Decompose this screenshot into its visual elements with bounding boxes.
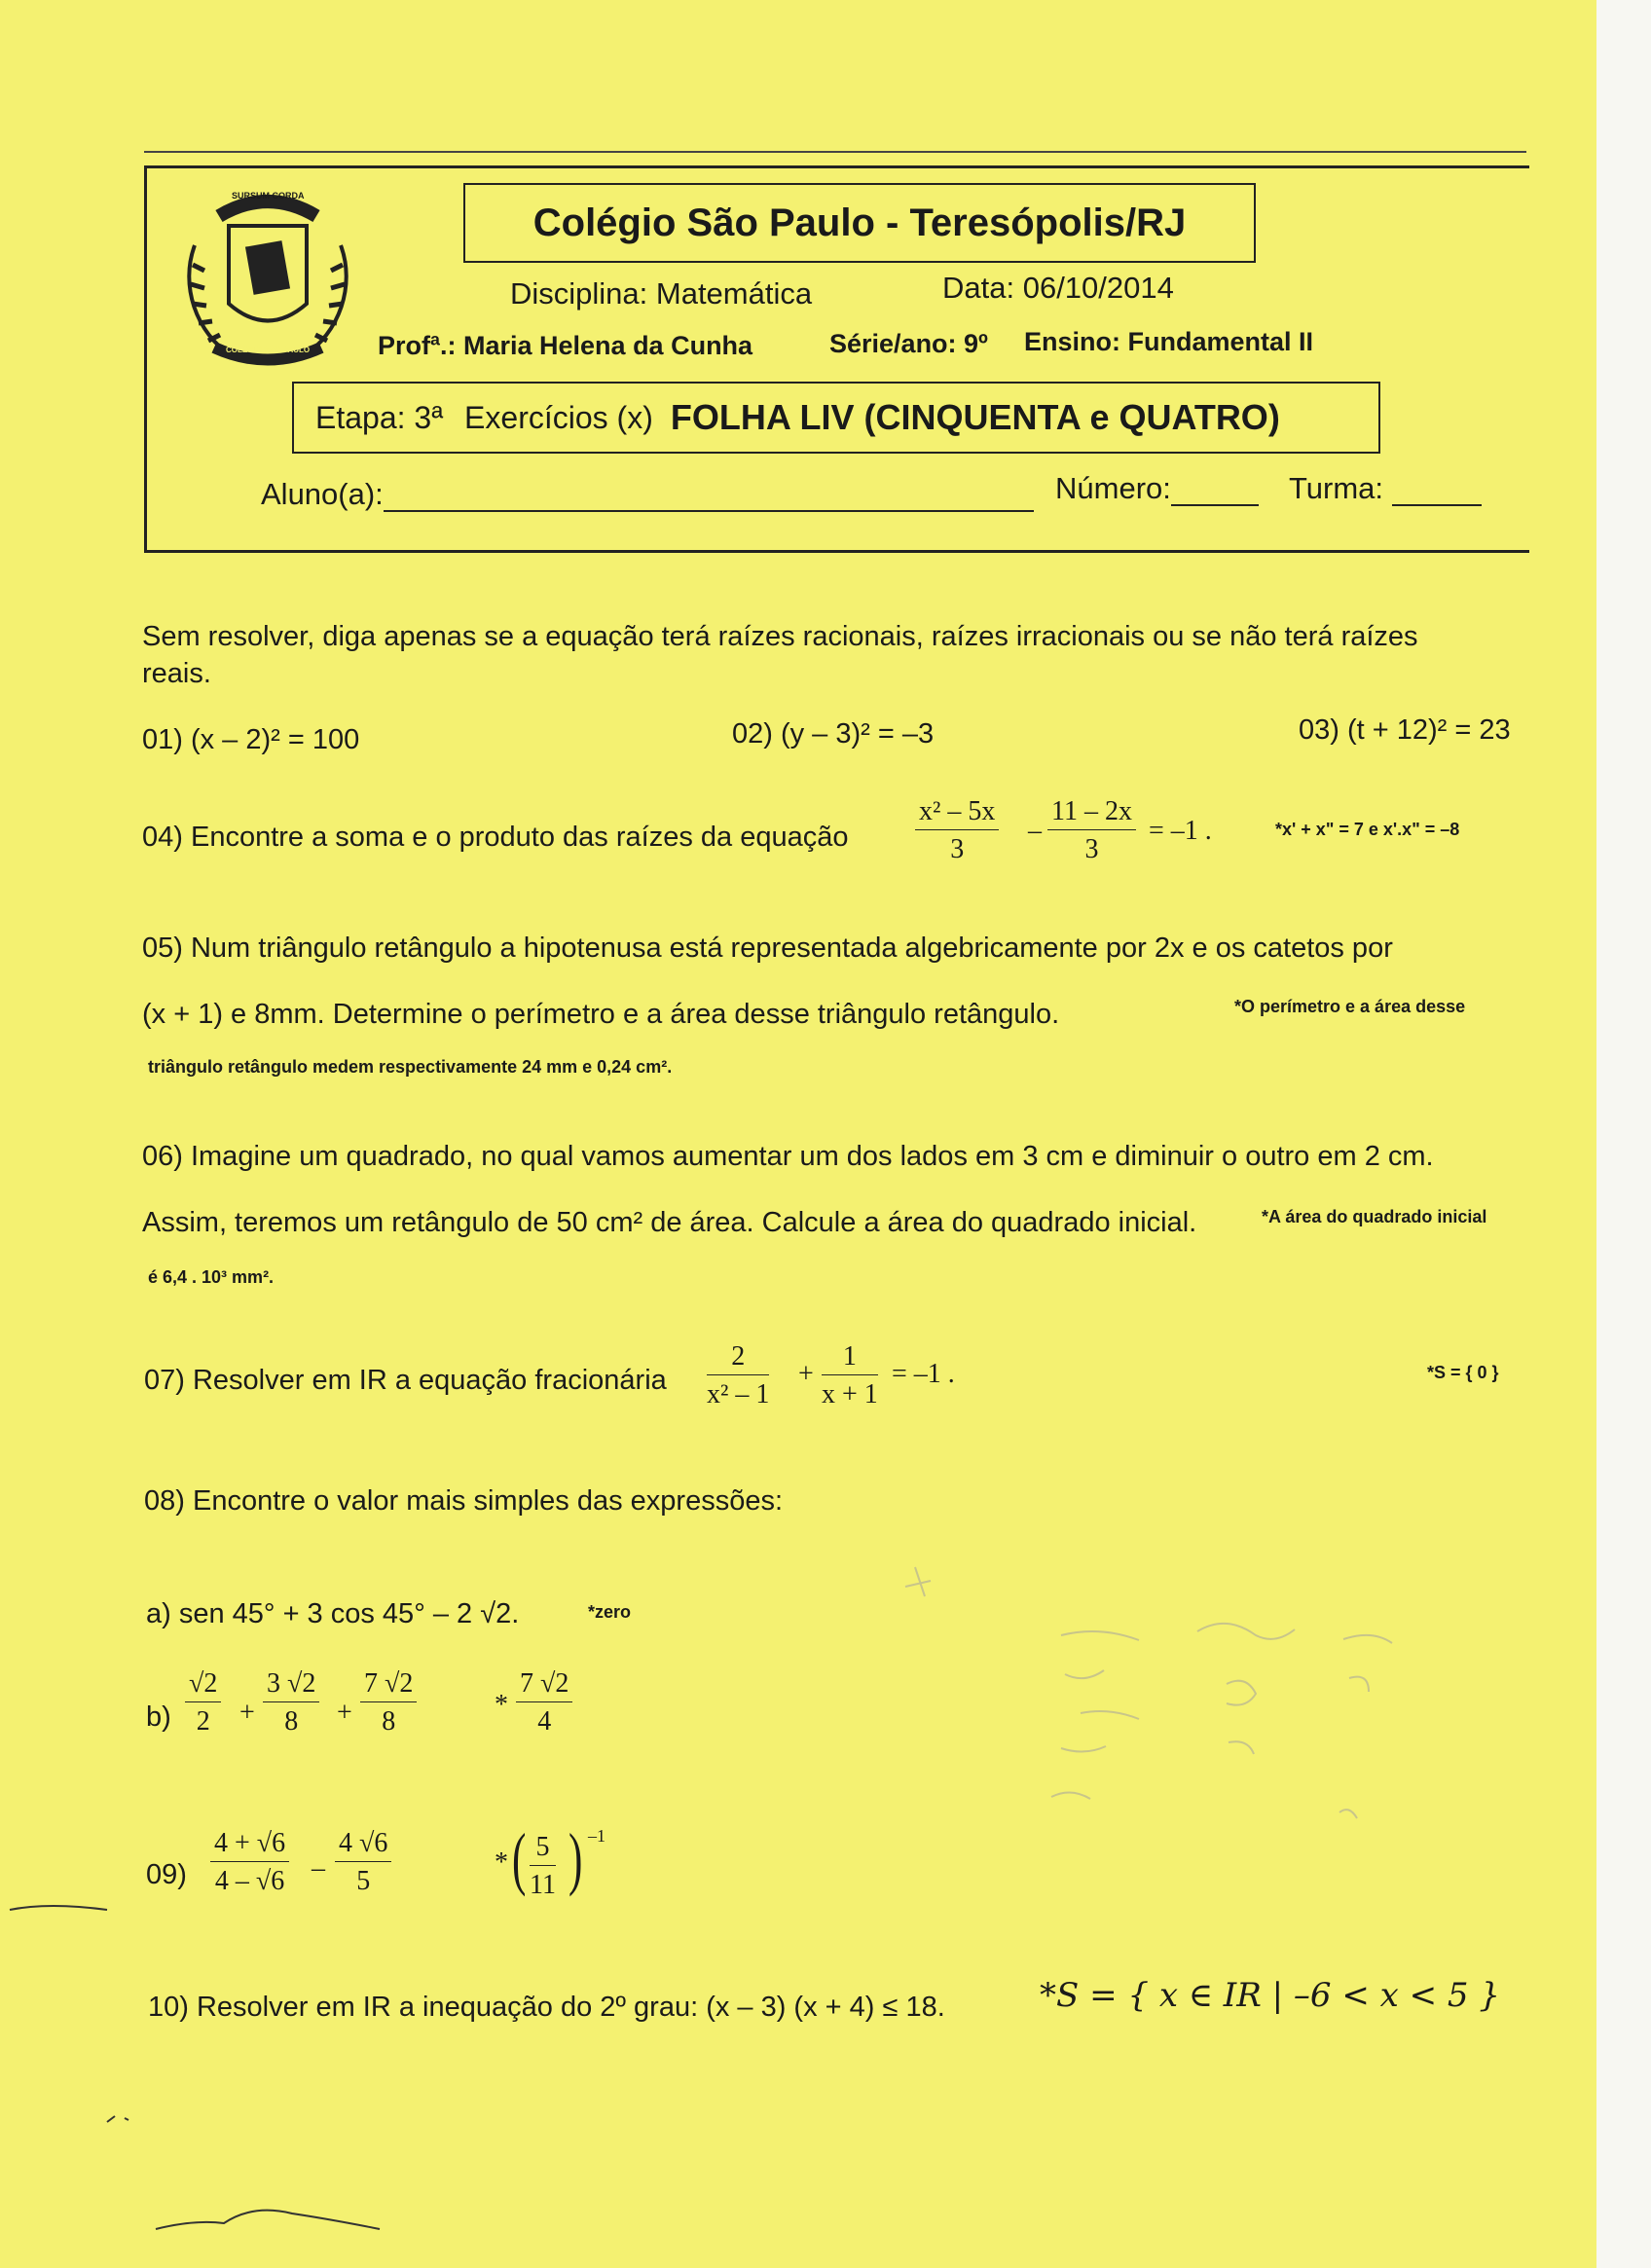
question-05-line-1: 05) Num triângulo retângulo a hipotenusa está representada algebricamente por 2x e os catetos por bbox=[142, 933, 1393, 964]
question-06-line-1: 06) Imagine um quadrado, no qual vamos aumentar um dos lados em 3 cm e diminuir o outro em 2 cm. bbox=[142, 1141, 1434, 1172]
q09-note-star: * bbox=[495, 1847, 508, 1878]
q09-paren-right: ) bbox=[569, 1819, 583, 1897]
q07-f1-numerator: 2 bbox=[707, 1341, 769, 1375]
q04-rhs: = –1 . bbox=[1149, 816, 1212, 846]
exercicios-label: Exercícios (x) bbox=[464, 399, 653, 435]
q09-paren-left: ( bbox=[512, 1819, 527, 1897]
q08-item-a: a) sen 45° + 3 cos 45° – 2 √2. bbox=[146, 1598, 520, 1629]
question-07-text: 07) Resolver em IR a equação fracionária bbox=[144, 1365, 667, 1396]
q08-b-f3-denominator: 8 bbox=[382, 1706, 396, 1737]
q04-answer-note: *x' + x" = 7 e x'.x" = –8 bbox=[1275, 820, 1460, 839]
folha-label: FOLHA LIV (CINQUENTA e QUATRO) bbox=[670, 397, 1280, 437]
intro-line-2: reais. bbox=[142, 658, 211, 689]
q05-note-2: triângulo retângulo medem respectivamente 24 mm e 0,24 cm². bbox=[148, 1057, 673, 1077]
etapa-label: Etapa: 3ª bbox=[315, 399, 444, 435]
q09-f2-denominator: 5 bbox=[356, 1866, 371, 1896]
question-10-text: 10) Resolver em IR a inequação do 2º grau: (x – 3) (x + 4) ≤ 18. bbox=[148, 1992, 945, 2023]
question-04-text: 04) Encontre a soma e o produto das raízes da equação bbox=[142, 822, 849, 853]
q04-f2-denominator: 3 bbox=[1084, 834, 1099, 864]
q08-b-f1-denominator: 2 bbox=[196, 1706, 210, 1737]
school-title: Colégio São Paulo - Teresópolis/RJ bbox=[532, 201, 1187, 244]
turma-label: Turma: bbox=[1289, 471, 1384, 505]
crest-motto: SURSUM CORDA bbox=[232, 191, 305, 201]
scanner-edge bbox=[1596, 0, 1651, 2268]
q07-rhs: = –1 . bbox=[892, 1359, 955, 1389]
q09-minus: – bbox=[312, 1853, 325, 1884]
q09-answer-exponent: –1 bbox=[588, 1826, 605, 1846]
q08-b-plus-2: + bbox=[337, 1698, 352, 1728]
question-08-text: 08) Encontre o valor mais simples das expressões: bbox=[144, 1485, 784, 1517]
q09-answer-numerator: 5 bbox=[530, 1832, 556, 1866]
q08-b-plus-1: + bbox=[239, 1698, 255, 1728]
question-09-label: 09) bbox=[146, 1859, 187, 1890]
date-label: Data: 06/10/2014 bbox=[942, 271, 1174, 305]
q06-note-2: é 6,4 . 10³ mm². bbox=[148, 1267, 275, 1287]
q07-f2-numerator: 1 bbox=[822, 1341, 878, 1375]
q10-handwritten-answer: *S = { x ∈ IR | –6 < x < 5 } bbox=[1040, 1976, 1500, 2015]
numero-label: Número: bbox=[1055, 471, 1171, 505]
intro-line-1: Sem resolver, diga apenas se a equação terá raízes racionais, raízes irracionais ou se não terá raízes bbox=[142, 621, 1418, 652]
aluno-label: Aluno(a): bbox=[261, 477, 384, 511]
q09-f2-numerator: 4 √6 bbox=[335, 1828, 391, 1862]
series-label: Série/ano: 9º bbox=[829, 329, 988, 358]
question-06-line-2: Assim, teremos um retângulo de 50 cm² de área. Calcule a área do quadrado inicial. bbox=[142, 1207, 1197, 1238]
q08-b-answer-numerator: 7 √2 bbox=[516, 1668, 572, 1702]
question-02: 02) (y – 3)² = –3 bbox=[732, 718, 935, 750]
q09-f1-numerator: 4 + √6 bbox=[210, 1828, 289, 1862]
question-03: 03) (t + 12)² = 23 bbox=[1299, 714, 1511, 746]
q08-b-note-star: * bbox=[495, 1690, 508, 1720]
q08-b-f3-numerator: 7 √2 bbox=[360, 1668, 417, 1702]
q07-f2-denominator: x + 1 bbox=[822, 1379, 878, 1409]
q08-b-f2-numerator: 3 √2 bbox=[263, 1668, 319, 1702]
q07-answer-note: *S = { 0 } bbox=[1427, 1363, 1499, 1382]
q08-b-answer-denominator: 4 bbox=[537, 1706, 552, 1737]
crest-bottom-text: COLÉGIO SÃO PAULO bbox=[226, 346, 311, 354]
q07-plus: + bbox=[798, 1359, 814, 1389]
q08-b-label: b) bbox=[146, 1701, 171, 1733]
q04-f2-numerator: 11 – 2x bbox=[1047, 796, 1136, 830]
q09-answer-denominator: 11 bbox=[530, 1870, 556, 1900]
q06-note-1: *A área do quadrado inicial bbox=[1262, 1207, 1487, 1226]
ensino-label: Ensino: Fundamental II bbox=[1024, 327, 1314, 356]
q09-f1-denominator: 4 – √6 bbox=[214, 1866, 285, 1896]
q08-a-note: *zero bbox=[588, 1602, 632, 1622]
question-05-line-2: (x + 1) e 8mm. Determine o perímetro e a área desse triângulo retângulo. bbox=[142, 999, 1060, 1030]
q07-f1-denominator: x² – 1 bbox=[707, 1379, 770, 1409]
discipline-label: Disciplina: Matemática bbox=[510, 276, 813, 311]
q04-f1-numerator: x² – 5x bbox=[915, 796, 999, 830]
q05-note-1: *O perímetro e a área desse bbox=[1234, 997, 1466, 1016]
q04-minus: – bbox=[1028, 816, 1042, 846]
question-01: 01) (x – 2)² = 100 bbox=[142, 724, 360, 755]
q04-f1-denominator: 3 bbox=[950, 834, 965, 864]
q08-b-f2-denominator: 8 bbox=[284, 1706, 299, 1737]
q08-b-f1-numerator: √2 bbox=[185, 1668, 221, 1702]
teacher-label: Profª.: Maria Helena da Cunha bbox=[378, 331, 753, 360]
